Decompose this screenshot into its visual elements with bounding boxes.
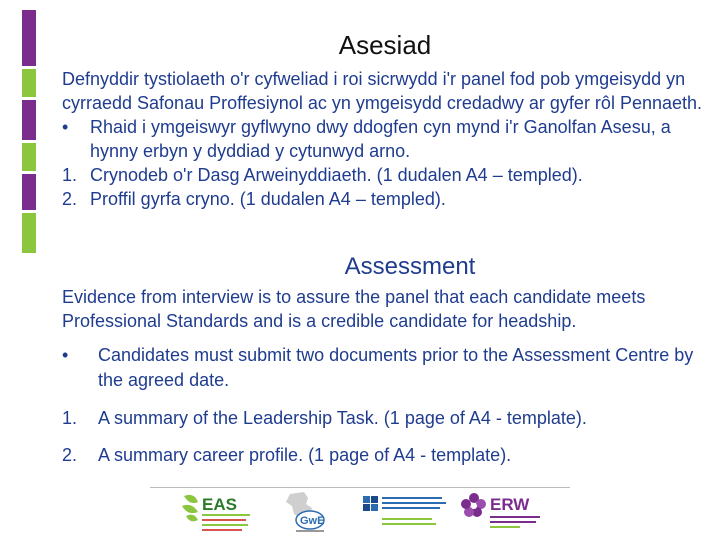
- english-list-item-1: [62, 406, 702, 431]
- eas-leaf-logo: [180, 490, 260, 535]
- english-list-text: A summary of the Leadership Task. (1 page of A4 - template).: [98, 408, 587, 428]
- english-list-text: A summary career profile. (1 page of A4 - template).: [98, 445, 512, 465]
- list-marker: 2.: [62, 189, 78, 209]
- erw-flower-logo: [460, 490, 550, 535]
- accent-bar: [22, 100, 36, 140]
- eas-logo-name: EAS: [202, 495, 237, 514]
- list-marker: 2.: [62, 445, 78, 465]
- welsh-list-item-2: [62, 187, 712, 211]
- gwe-logo-name: GwE: [300, 515, 325, 527]
- welsh-bullet-text: Rhaid i ymgeiswyr gyflwyno dwy ddogfen cyn mynd i'r Ganolfan Asesu, a hynny erbyn y dyddiad y cytunwyd arno.: [90, 117, 671, 161]
- wales-map-logo: [270, 490, 350, 535]
- welsh-list-item-1: [62, 163, 712, 187]
- bullet-marker: •: [62, 117, 69, 137]
- accent-bar: [22, 213, 36, 253]
- welsh-title: Asesiad: [338, 30, 432, 60]
- accent-bar: [22, 143, 36, 171]
- welsh-bullet-item: [62, 115, 712, 163]
- english-title: Assessment: [344, 253, 476, 280]
- english-bullet-item: [62, 343, 702, 393]
- list-marker: 1.: [62, 408, 78, 428]
- welsh-paragraph: Defnyddir tystiolaeth o'r cyfweliad i roi sicrwydd i'r panel fod pob ymgeisydd yn cyrraedd Safonau Proffesiynol ac yn ymgeisydd credadwy ar gyfer rôl Pennaeth.: [62, 69, 703, 113]
- accent-bar: [22, 69, 36, 97]
- english-paragraph: Evidence from interview is to assure the panel that each candidate meets Professional Standards and is a credible candidate for headship.: [62, 287, 646, 331]
- english-list-item-2: [62, 443, 702, 468]
- english-bullet-text: Candidates must submit two documents prior to the Assessment Centre by the agreed date.: [98, 345, 694, 390]
- list-marker: 1.: [62, 165, 78, 185]
- csc-squares-logo: [360, 490, 450, 535]
- accent-bar: [22, 174, 36, 210]
- welsh-list-text: Crynodeb o'r Dasg Arweinyddiaeth. (1 dudalen A4 – templed).: [90, 165, 583, 185]
- partner-logos: [175, 490, 555, 535]
- welsh-list-text: Proffil gyrfa cryno. (1 dudalen A4 – templed).: [90, 189, 446, 209]
- english-list: [62, 343, 702, 468]
- footer-divider: [150, 487, 570, 488]
- bullet-marker: •: [62, 345, 69, 365]
- welsh-body: [62, 67, 712, 211]
- erw-logo-name: ERW: [490, 495, 530, 514]
